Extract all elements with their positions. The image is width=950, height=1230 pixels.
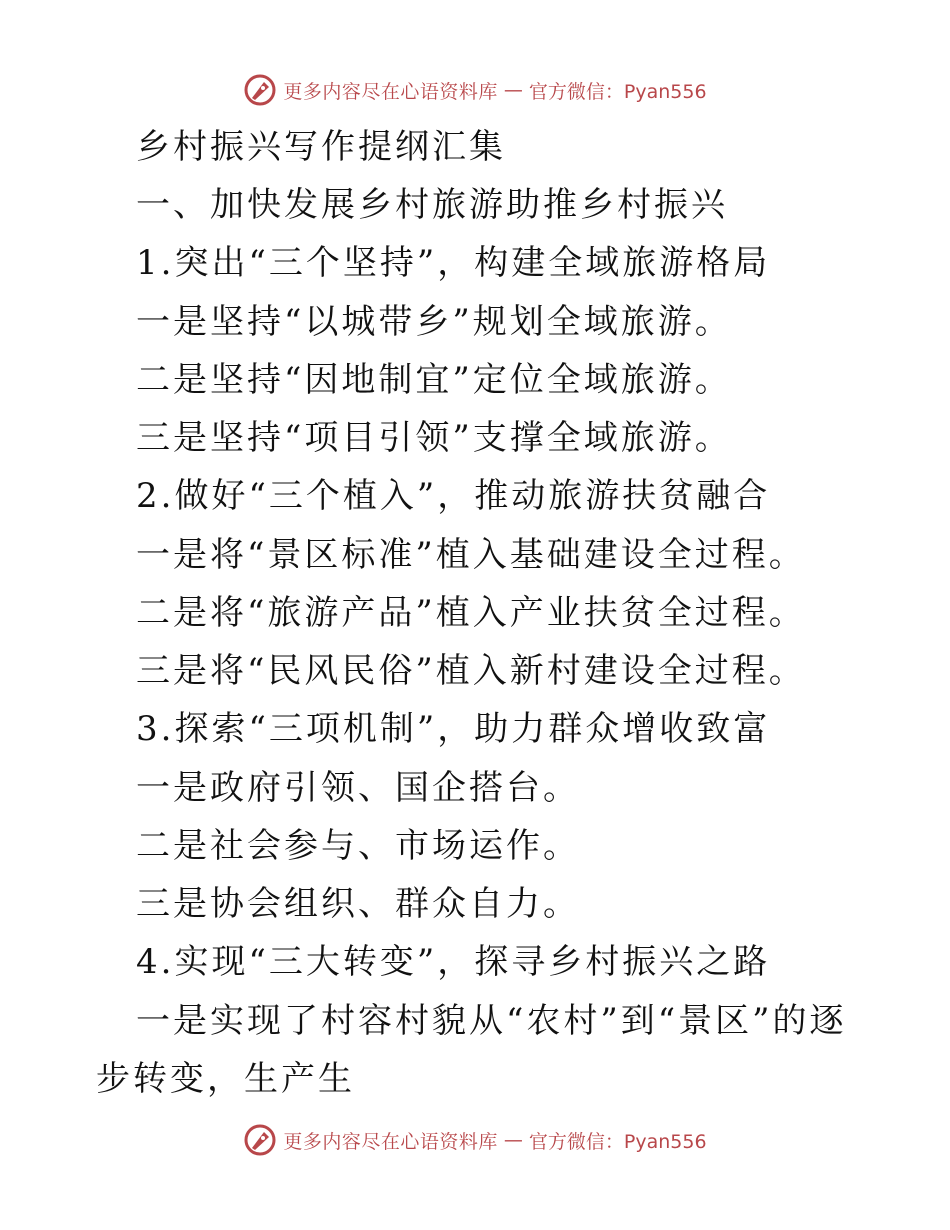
pen-nib-circle-icon (243, 73, 277, 107)
header-banner-text: 更多内容尽在心语资料库 (283, 80, 498, 103)
document-title: 乡村振兴写作提纲汇集 (136, 127, 506, 167)
footer-banner (0, 1122, 950, 1158)
paragraph-line: 三是将“民风民俗”植入新村建设全过程。 (136, 651, 806, 691)
header-banner-separator: — (503, 79, 523, 101)
paragraph-line: 一是将“景区标准”植入基础建设全过程。 (136, 535, 806, 575)
paragraph-line: 三是协会组织、群众自力。 (136, 884, 580, 924)
paragraph-line: 步转变，生产生 (96, 1059, 355, 1099)
header-banner-contact: 官方微信：Pyan556 (528, 80, 707, 103)
paragraph-line: 一是坚持“以城带乡”规划全域旅游。 (136, 302, 732, 342)
footer-banner-separator: — (503, 1129, 523, 1151)
paragraph-line: 二是社会参与、市场运作。 (136, 826, 580, 866)
paragraph-line: 二是坚持“因地制宜”定位全域旅游。 (136, 360, 732, 400)
subsection-heading: 4.实现“三大转变”，探寻乡村振兴之路 (136, 942, 771, 982)
subsection-heading: 2.做好“三个植入”，推动旅游扶贫融合 (136, 476, 771, 516)
subsection-heading: 3.探索“三项机制”，助力群众增收致富 (136, 709, 771, 749)
footer-banner-text: 更多内容尽在心语资料库 (283, 1130, 498, 1153)
pen-nib-circle-icon (243, 1123, 277, 1157)
section-heading: 一、加快发展乡村旅游助推乡村振兴 (136, 185, 728, 225)
paragraph-line: 二是将“旅游产品”植入产业扶贫全过程。 (136, 593, 806, 633)
header-banner (0, 72, 950, 108)
subsection-heading: 1.突出“三个坚持”，构建全域旅游格局 (136, 243, 771, 283)
paragraph-line: 一是政府引领、国企搭台。 (136, 768, 580, 808)
paragraph-line: 一是实现了村容村貌从“农村”到“景区”的逐 (136, 1001, 847, 1041)
paragraph-line: 三是坚持“项目引领”支撑全域旅游。 (136, 418, 732, 458)
footer-banner-contact: 官方微信：Pyan556 (528, 1130, 707, 1153)
